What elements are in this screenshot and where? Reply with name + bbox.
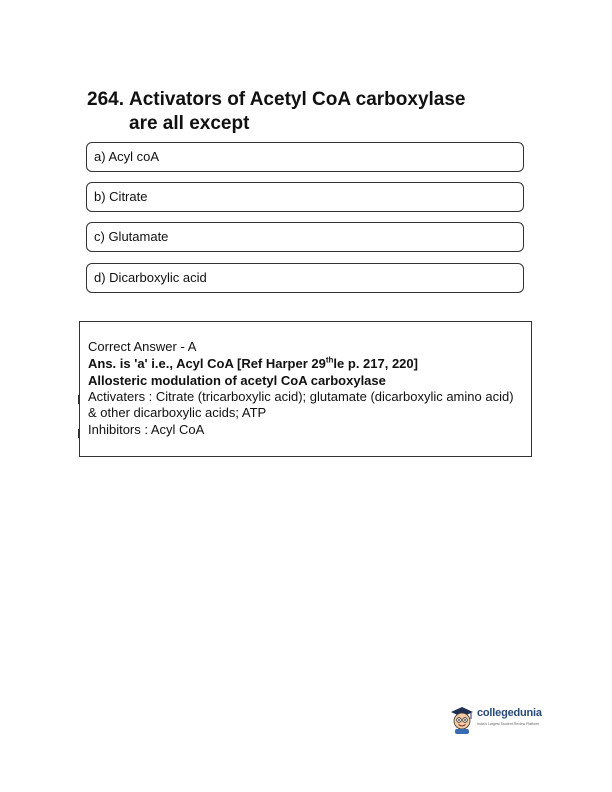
- mascot-icon: [449, 704, 475, 734]
- inhibitors-text: Inhibitors : Acyl CoA: [88, 422, 205, 437]
- bullet-tick-inhibitors: [78, 429, 79, 438]
- question-text-line2: are all except: [129, 113, 250, 134]
- option-b[interactable]: b) Citrate: [86, 182, 524, 212]
- answer-superscript: th: [325, 355, 334, 365]
- answer-box: [79, 321, 532, 457]
- question-title: [87, 88, 527, 136]
- correct-answer: Correct Answer - A: [88, 339, 197, 354]
- answer-prefix: Ans. is 'a' i.e., Acyl CoA [Ref Harper 29: [88, 356, 326, 371]
- collegedunia-logo: [449, 702, 549, 738]
- question-text-line1: Activators of Acetyl CoA carboxylase: [129, 89, 466, 110]
- option-a[interactable]: a) Acyl coA: [86, 142, 524, 172]
- answer-heading: Allosteric modulation of acetyl CoA carboxylase: [88, 373, 386, 388]
- question-number: 264.: [87, 89, 124, 110]
- logo-name: collegedunia: [477, 707, 542, 719]
- option-d[interactable]: d) Dicarboxylic acid: [86, 263, 524, 293]
- bullet-tick-activators: [78, 395, 79, 404]
- answer-suffix: le p. 217, 220]: [333, 356, 418, 371]
- activators-text: Activaters : Citrate (tricarboxylic acid); glutamate (dicarboxylic amino acid) & other dicarboxylic acids; ATP: [88, 389, 514, 420]
- answer-explanation: [88, 355, 523, 372]
- option-c[interactable]: c) Glutamate: [86, 222, 524, 252]
- logo-tagline: India's Largest Student Review Platform: [477, 722, 540, 726]
